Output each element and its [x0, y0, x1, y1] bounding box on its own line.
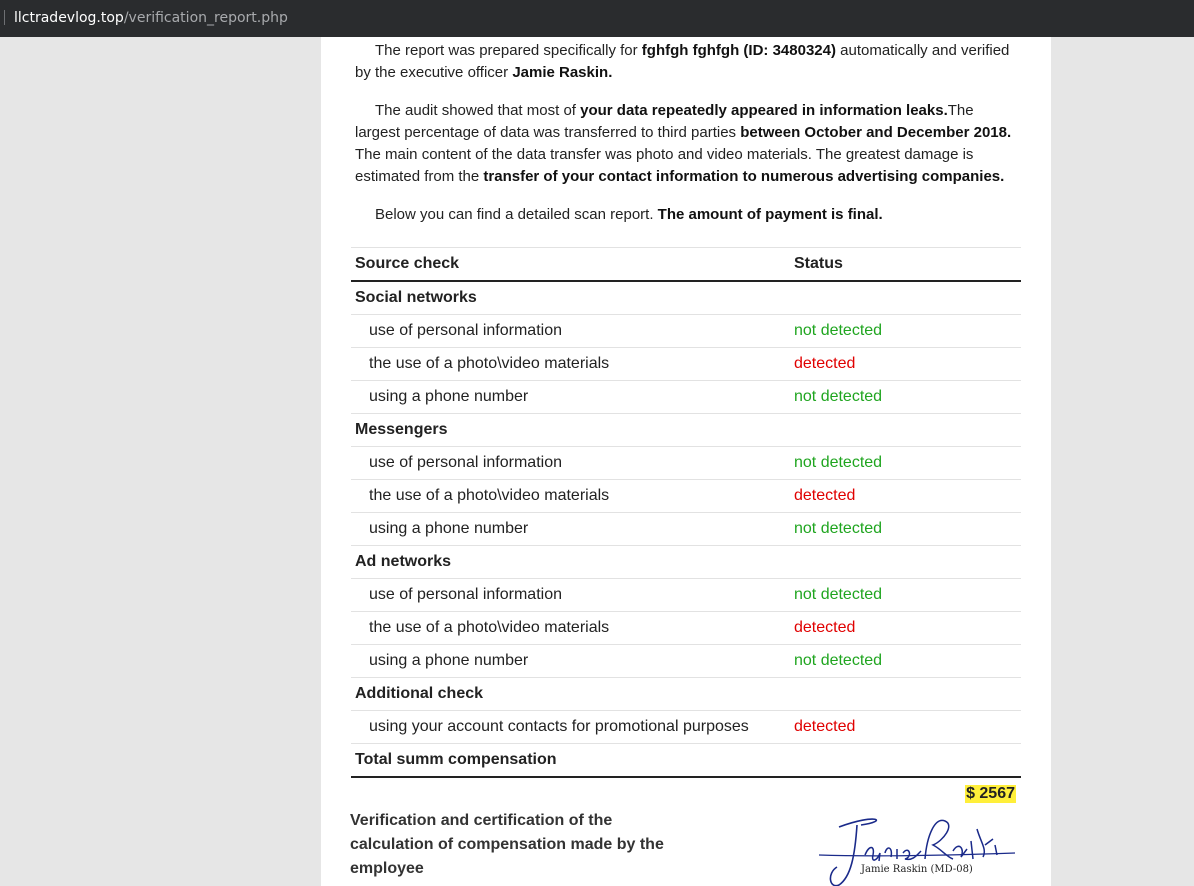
- total-label: Total summ compensation: [351, 744, 1021, 778]
- status-value: not detected: [790, 381, 1021, 414]
- check-label: using a phone number: [351, 381, 790, 414]
- table-row: [351, 381, 1021, 414]
- table-row: [351, 711, 1021, 744]
- table-header-row: [351, 248, 1021, 282]
- signature-image: [817, 815, 1017, 886]
- section-title: Messengers: [351, 414, 1021, 447]
- browser-url-bar[interactable]: [0, 0, 1194, 37]
- status-value: detected: [790, 711, 1021, 744]
- status-value: not detected: [790, 447, 1021, 480]
- status-value: not detected: [790, 315, 1021, 348]
- intro-text: The report was prepared specifically for: [375, 42, 642, 59]
- status-value: detected: [790, 612, 1021, 645]
- intro-paragraph-1: [355, 40, 1015, 84]
- table-row: [351, 348, 1021, 381]
- intro-paragraph-2: [355, 100, 1015, 188]
- url-path: /verification_report.php: [123, 10, 288, 26]
- section-title: Additional check: [351, 678, 1021, 711]
- table-row: [351, 447, 1021, 480]
- check-label: use of personal information: [351, 579, 790, 612]
- intro-paragraph-3: [355, 204, 1015, 226]
- section-row: [351, 414, 1021, 447]
- table-row: [351, 612, 1021, 645]
- intro-text: The largest percentage of data was transferred to third parties: [355, 102, 974, 141]
- signature-caption: Jamie Raskin (MD-08): [861, 864, 973, 875]
- intro-text: The audit showed that most of: [375, 102, 581, 119]
- total-amount: $ 2567: [966, 785, 1015, 802]
- intro-bold: between October and December 2018.: [740, 124, 1012, 141]
- status-value: not detected: [790, 645, 1021, 678]
- certification-text: Verification and certification of the calculation of compensation made by the employee: [350, 812, 664, 877]
- officer-name: Jamie Raskin.: [512, 64, 613, 81]
- header-source-check: Source check: [351, 248, 790, 282]
- section-row: [351, 678, 1021, 711]
- client-name: fghfgh fghfgh (ID: 3480324): [641, 42, 836, 59]
- intro-bold: The amount of payment is final.: [657, 206, 883, 223]
- check-label: using your account contacts for promotional purposes: [351, 711, 790, 744]
- intro-text: The main content of the data transfer was photo and video materials. The greatest damage is estimated from the: [355, 146, 974, 185]
- url-text[interactable]: [14, 9, 288, 27]
- check-label: use of personal information: [351, 447, 790, 480]
- table-row: [351, 645, 1021, 678]
- table-row: [351, 480, 1021, 513]
- status-value: not detected: [790, 513, 1021, 546]
- status-value: detected: [790, 480, 1021, 513]
- total-row: [351, 744, 1021, 778]
- intro-bold: your data repeatedly appeared in information leaks.: [580, 102, 948, 119]
- table-row: [351, 579, 1021, 612]
- scan-report-table: [351, 247, 1021, 778]
- table-row: [351, 315, 1021, 348]
- check-label: using a phone number: [351, 645, 790, 678]
- intro-bold: transfer of your contact information to numerous advertising companies.: [483, 168, 1005, 185]
- check-label: using a phone number: [351, 513, 790, 546]
- url-domain: llctradevlog.top: [14, 10, 124, 26]
- url-separator: [4, 10, 5, 25]
- check-label: the use of a photo\video materials: [351, 612, 790, 645]
- intro-text: automatically and verified by the executive officer: [355, 42, 1010, 81]
- status-value: not detected: [790, 579, 1021, 612]
- check-label: the use of a photo\video materials: [351, 348, 790, 381]
- section-row: [351, 546, 1021, 579]
- check-label: use of personal information: [351, 315, 790, 348]
- section-title: Social networks: [351, 281, 1021, 315]
- status-value: detected: [790, 348, 1021, 381]
- check-label: the use of a photo\video materials: [351, 480, 790, 513]
- report-page: [321, 37, 1051, 886]
- section-title: Ad networks: [351, 546, 1021, 579]
- table-row: [351, 513, 1021, 546]
- header-status: Status: [790, 248, 1021, 282]
- table-body: [351, 281, 1021, 744]
- section-row: [351, 281, 1021, 315]
- intro-text: Below you can find a detailed scan report.: [375, 206, 658, 223]
